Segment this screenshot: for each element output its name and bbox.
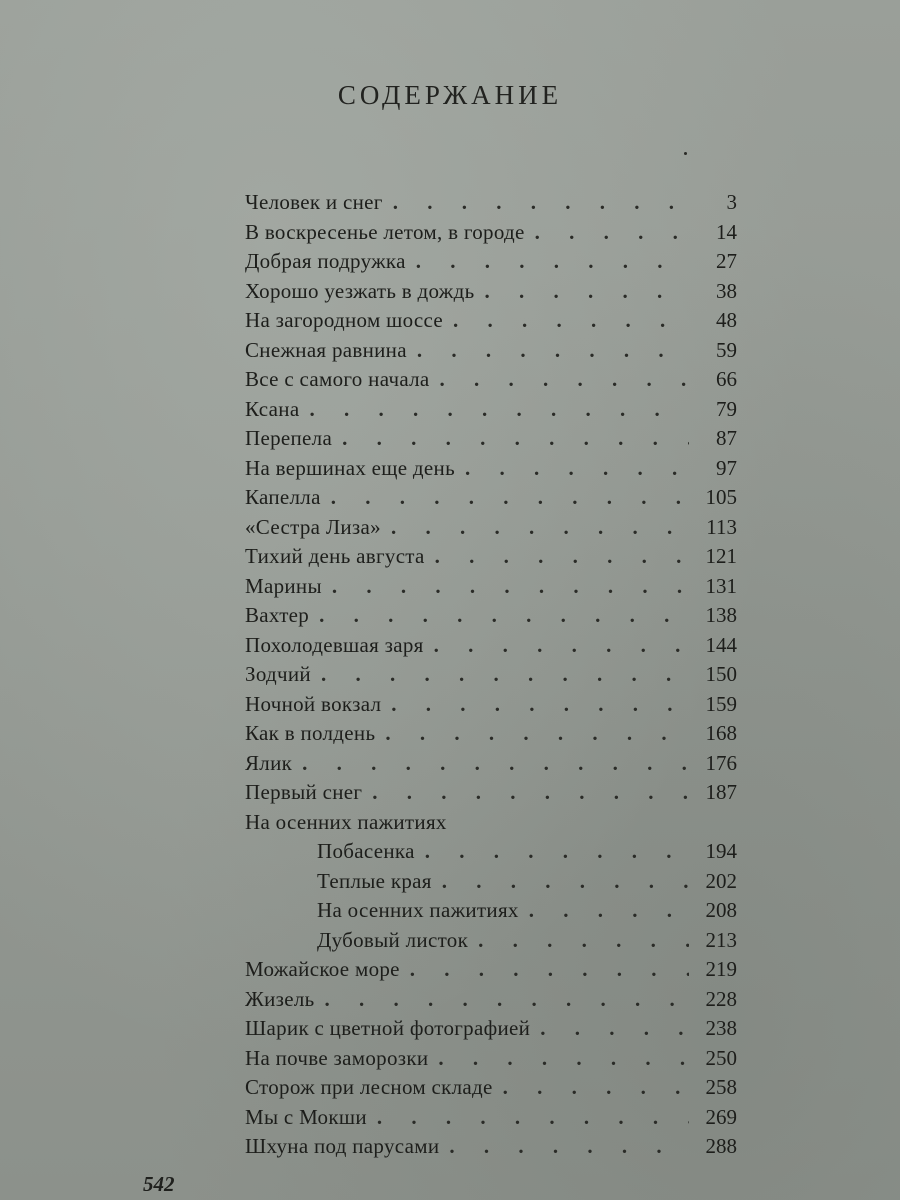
toc-entry-title: Перепела bbox=[245, 426, 333, 450]
toc-entry bbox=[245, 424, 737, 454]
toc-subentry bbox=[245, 837, 737, 867]
dot-leader bbox=[442, 867, 689, 897]
dot-leader bbox=[465, 454, 689, 484]
dot-leader bbox=[377, 1103, 689, 1133]
toc-entry-title: Тихий день августа bbox=[245, 544, 425, 568]
toc-entry-page: 144 bbox=[705, 632, 737, 657]
toc-entry-title: Добрая подружка bbox=[245, 249, 406, 273]
toc-entry bbox=[245, 513, 737, 543]
dot-leader bbox=[385, 719, 689, 749]
toc-entry-page: 213 bbox=[705, 927, 737, 952]
toc-entry-title: Капелла bbox=[245, 485, 321, 509]
toc-entry-title: Шарик с цветной фотографией bbox=[245, 1016, 531, 1040]
toc-entry-page: 131 bbox=[705, 573, 737, 598]
dot-leader bbox=[503, 1073, 689, 1103]
toc-entry-page: 168 bbox=[705, 721, 737, 745]
toc-entry bbox=[245, 218, 737, 248]
toc-entry-title: На вершинах еще день bbox=[245, 455, 455, 480]
toc-entry bbox=[245, 955, 737, 985]
toc-entry-page: 238 bbox=[705, 1016, 737, 1040]
toc-entry-page: 194 bbox=[705, 839, 737, 863]
toc-entry-title: В воскресенье летом, в городе bbox=[245, 219, 525, 244]
toc-entry-page: 105 bbox=[705, 485, 737, 509]
toc-entry-page: 138 bbox=[705, 603, 737, 627]
dot-leader bbox=[529, 896, 689, 926]
toc-entry-page: 208 bbox=[705, 898, 737, 922]
toc-entry-title: Ялик bbox=[245, 750, 293, 775]
toc-entry bbox=[245, 572, 737, 602]
toc-entry-title: Марины bbox=[245, 573, 322, 598]
toc-entry bbox=[245, 483, 737, 513]
toc-entry-title: Вахтер bbox=[245, 603, 310, 627]
dot-leader bbox=[391, 690, 689, 720]
toc-entry-title: Теплые края bbox=[317, 868, 432, 893]
toc-entry-title: Похолодевшая заря bbox=[245, 632, 424, 657]
toc-entry-title: Ночной вокзал bbox=[245, 691, 382, 716]
toc-subentry bbox=[245, 867, 737, 897]
dot-leader bbox=[453, 306, 689, 336]
toc-entry bbox=[245, 542, 737, 572]
toc-entry bbox=[245, 1073, 737, 1103]
toc-entry-page: 150 bbox=[705, 662, 737, 686]
toc-entry-page: 87 bbox=[716, 426, 737, 450]
dot-leader bbox=[478, 926, 689, 956]
toc-entry-page: 176 bbox=[705, 750, 737, 775]
toc-entry-title: На осенних пажитиях bbox=[317, 898, 519, 922]
toc-entry bbox=[245, 631, 737, 661]
dot-leader bbox=[540, 1014, 689, 1044]
toc-entry bbox=[245, 1014, 737, 1044]
toc-entry-page: 202 bbox=[705, 868, 737, 893]
toc-entry-page: 66 bbox=[716, 367, 737, 391]
dot-leader bbox=[331, 483, 689, 513]
table-of-contents bbox=[245, 188, 737, 1162]
toc-entry-title: Человек и снег bbox=[245, 190, 383, 214]
toc-entry-page: 228 bbox=[705, 986, 737, 1011]
toc-entry-page: 79 bbox=[716, 396, 737, 421]
toc-entry-title: Ксана bbox=[245, 396, 300, 421]
toc-entry bbox=[245, 306, 737, 336]
toc-section-title: На осенних пажитиях bbox=[245, 809, 447, 834]
toc-entry-title: Дубовый листок bbox=[317, 927, 469, 952]
toc-entry-page: 288 bbox=[705, 1134, 737, 1158]
page-number: 542 bbox=[143, 1172, 175, 1196]
toc-entry-page: 258 bbox=[705, 1075, 737, 1099]
toc-entry bbox=[245, 1103, 737, 1133]
dot-leader bbox=[393, 188, 689, 218]
toc-entry-title: Мы с Мокши bbox=[245, 1104, 367, 1129]
dot-leader bbox=[372, 778, 689, 808]
toc-entry-page: 269 bbox=[705, 1104, 737, 1129]
toc-entry bbox=[245, 247, 737, 277]
toc-entry-title: Первый снег bbox=[245, 780, 363, 804]
dot-leader bbox=[449, 1132, 689, 1162]
toc-entry-title: На загородном шоссе bbox=[245, 308, 444, 332]
dot-leader bbox=[438, 1044, 689, 1074]
toc-entry-title: «Сестра Лиза» bbox=[245, 514, 381, 539]
toc-entry bbox=[245, 749, 737, 779]
toc-entry bbox=[245, 336, 737, 366]
toc-entry-title: Жизель bbox=[245, 986, 315, 1011]
toc-entry-page: 38 bbox=[716, 278, 737, 303]
toc-entry-page: 187 bbox=[705, 780, 737, 804]
dot-leader bbox=[309, 395, 689, 425]
toc-entry-title: Хорошо уезжать в дождь bbox=[245, 278, 475, 303]
toc-entry-page: 48 bbox=[716, 308, 737, 332]
toc-subentry bbox=[245, 896, 737, 926]
toc-entry-page: 121 bbox=[705, 544, 737, 568]
toc-entry bbox=[245, 1044, 737, 1074]
dot-leader bbox=[416, 247, 689, 277]
dot-leader bbox=[484, 277, 689, 307]
dot-leader bbox=[332, 572, 689, 602]
toc-entry-page: 219 bbox=[705, 957, 737, 981]
toc-entry bbox=[245, 365, 737, 395]
toc-subentry bbox=[245, 926, 737, 956]
toc-entry-title: Все с самого начала bbox=[245, 367, 430, 391]
toc-entry bbox=[245, 660, 737, 690]
print-speck bbox=[684, 152, 687, 155]
toc-entry-title: Побасенка bbox=[317, 839, 415, 863]
dot-leader bbox=[434, 631, 689, 661]
toc-section-heading bbox=[245, 808, 737, 838]
dot-leader bbox=[410, 955, 689, 985]
dot-leader bbox=[425, 837, 689, 867]
dot-leader bbox=[342, 424, 689, 454]
toc-entry-title: Снежная равнина bbox=[245, 337, 407, 362]
dot-leader bbox=[391, 513, 689, 543]
page-title: СОДЕРЖАНИЕ bbox=[337, 80, 563, 110]
toc-entry bbox=[245, 601, 737, 631]
toc-entry bbox=[245, 188, 737, 218]
toc-entry-title: Как в полдень bbox=[245, 721, 376, 745]
toc-entry-page: 59 bbox=[716, 337, 737, 362]
toc-entry bbox=[245, 690, 737, 720]
toc-entry bbox=[245, 277, 737, 307]
toc-entry bbox=[245, 985, 737, 1015]
toc-entry bbox=[245, 719, 737, 749]
dot-leader bbox=[417, 336, 689, 366]
dot-leader bbox=[302, 749, 689, 779]
dot-leader bbox=[440, 365, 689, 395]
toc-entry bbox=[245, 454, 737, 484]
toc-entry bbox=[245, 1132, 737, 1162]
toc-entry-title: Зодчий bbox=[245, 662, 311, 686]
dot-leader bbox=[535, 218, 689, 248]
toc-entry-page: 3 bbox=[726, 190, 737, 214]
dot-leader bbox=[325, 985, 689, 1015]
toc-entry-page: 27 bbox=[716, 249, 737, 273]
toc-entry-title: Можайское море bbox=[245, 957, 400, 981]
toc-entry-title: Сторож при лесном складе bbox=[245, 1075, 493, 1099]
toc-entry-page: 113 bbox=[706, 514, 737, 539]
toc-entry-title: На почве заморозки bbox=[245, 1045, 429, 1070]
toc-entry-page: 14 bbox=[716, 219, 737, 244]
toc-entry-page: 159 bbox=[705, 691, 737, 716]
toc-entry bbox=[245, 778, 737, 808]
dot-leader bbox=[321, 660, 689, 690]
dot-leader bbox=[319, 601, 689, 631]
toc-entry bbox=[245, 395, 737, 425]
toc-entry-page: 250 bbox=[705, 1045, 737, 1070]
dot-leader bbox=[435, 542, 689, 572]
toc-entry-page: 97 bbox=[716, 455, 737, 480]
toc-entry-title: Шхуна под парусами bbox=[245, 1134, 440, 1158]
